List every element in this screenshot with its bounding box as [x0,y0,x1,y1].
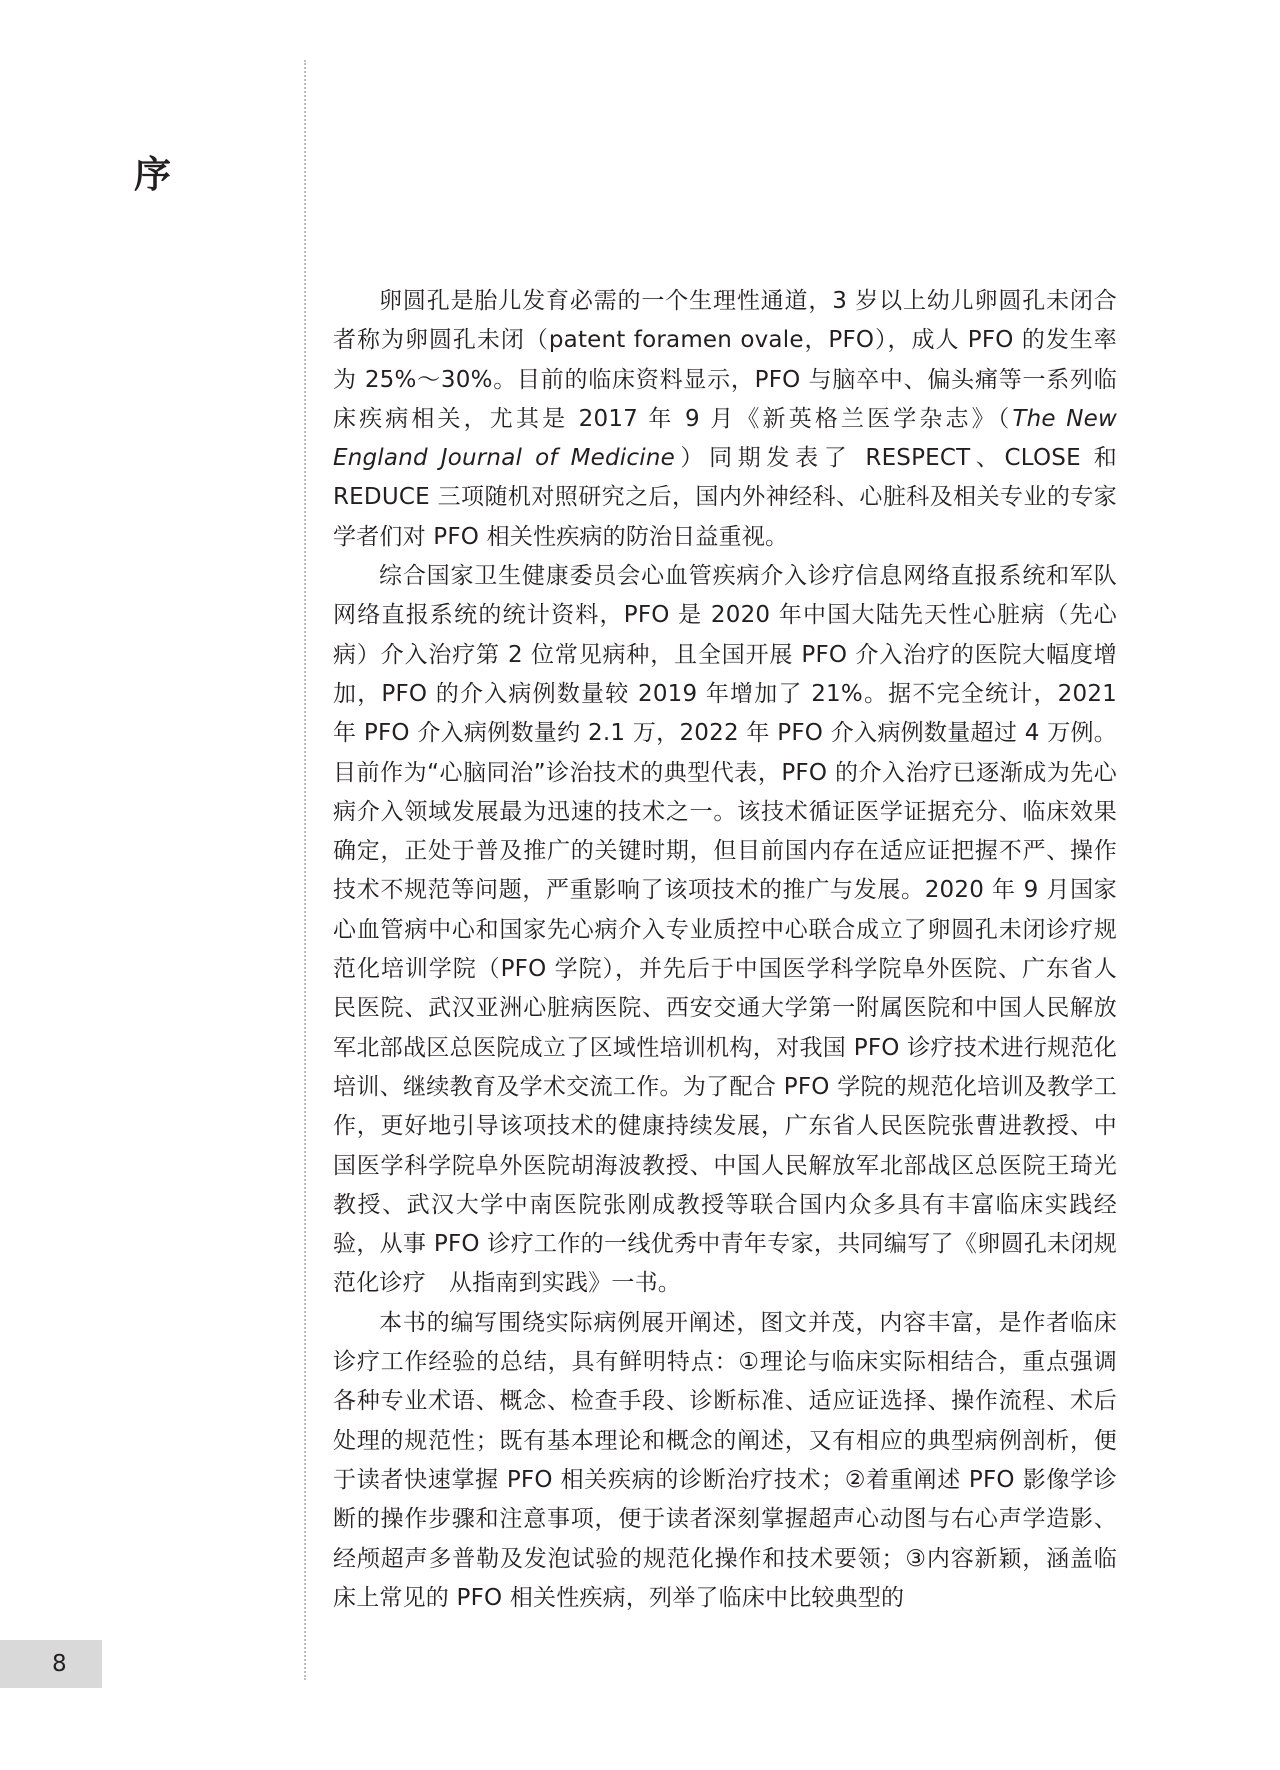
paragraph-2-text: 综合国家卫生健康委员会心血管疾病介入诊疗信息网络直报系统和军队网络直报系统的统计资料，PFO 是 2020 年中国大陆先天性心脏病（先心病）介入治疗第 2 位常见病种，且全国开展 PFO 介入治疗的医院大幅度增加，PFO 的介入病例数量较 2019 年增加了 21%。据不完全统计，2021 年 PFO 介入病例数量约 2.1 万，2022 年 PFO 介入病例数量超过 4 万例。目前作为“心脑同治”诊治技术的典型代表，PFO 的介入治疗已逐渐成为先心病介入领域发展最为迅速的技术之一。该技术循证医学证据充分、临床效果确定，正处于普及推广的关键时期，但目前国内存在适应证把握不严、操作技术不规范等问题，严重影响了该项技术的推广与发展。2020 年 9 月国家心血管病中心和国家先心病介入专业质控中心联合成立了卵圆孔未闭诊疗规范化培训学院（PFO 学院），并先后于中国医学科学院阜外医院、广东省人民医院、武汉亚洲心脏病医院、西安交通大学第一附属医院和中国人民解放军北部战区总医院成立了区域性培训机构，对我国 PFO 诊疗技术进行规范化培训、继续教育及学术交流工作。为了配合 PFO 学院的规范化培训及教学工作，更好地引导该项技术的健康持续发展，广东省人民医院张曹进教授、中国医学科学院阜外医院胡海波教授、中国人民解放军北部战区总医院王琦光教授、武汉大学中南医院张刚成教授等联合国内众多具有丰富临床实践经验，从事 PFO 诊疗工作的一线优秀中青年专家，共同编写了《卵圆孔未闭规范化诊疗 从指南到实践》一书。 [333,563,1117,1297]
paragraph-2 [333,557,1117,1304]
journal-title-italic: The New England Journal of Medicine [333,405,1117,472]
body-text [333,282,1117,1618]
section-title: 序 [134,153,171,196]
margin-dotted-rule [304,60,306,1680]
page-number-tab [0,1640,102,1688]
paragraph-1 [333,282,1117,557]
paragraph-3-text: 本书的编写围绕实际病例展开阐述，图文并茂，内容丰富，是作者临床诊疗工作经验的总结，具有鲜明特点：①理论与临床实际相结合，重点强调各种专业术语、概念、检查手段、诊断标准、适应证选择、操作流程、术后处理的规范性；既有基本理论和概念的阐述，又有相应的典型病例剖析，便于读者快速掌握 PFO 相关疾病的诊断治疗技术；②着重阐述 PFO 影像学诊断的操作步骤和注意事项，便于读者深刻掌握超声心动图与右心声学造影、经颅超声多普勒及发泡试验的规范化操作和技术要领；③内容新颖，涵盖临床上常见的 PFO 相关性疾病，列举了临床中比较典型的 [333,1309,1117,1611]
paragraph-3 [333,1304,1117,1618]
paragraph-1-text-a: 卵圆孔是胎儿发育必需的一个生理性通道，3 岁以上幼儿卵圆孔未闭合者称为卵圆孔未闭（patent foramen ovale，PFO），成人 PFO 的发生率为 25%～30%。目前的临床资料显示，PFO 与脑卒中、偏头痛等一系列临床疾病相关，尤其是 2017 年 9 月《新英格兰医学杂志》（ [333,288,1117,432]
page-number: 8 [52,1651,67,1677]
paragraph-1-text-b: ）同期发表了 RESPECT、CLOSE 和 REDUCE 三项随机对照研究之后，国内外神经科、心脏科及相关专业的专家学者们对 PFO 相关性疾病的防治日益重视。 [333,445,1117,550]
